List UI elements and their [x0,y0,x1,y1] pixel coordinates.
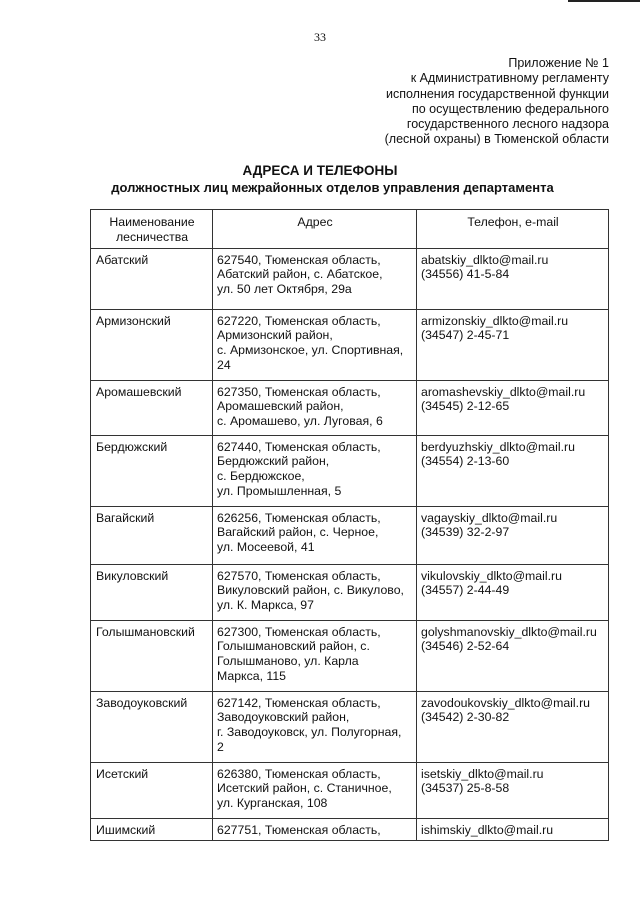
table-header-row [91,210,609,249]
table-row [91,309,609,380]
address-line: Маркса, 115 [217,668,287,683]
table-row [91,564,609,620]
address-line: 626256, Тюменская область, [217,510,381,525]
phone: (34557) 2-44-49 [421,583,510,598]
address-line: с. Бердюжское, [217,469,305,484]
address-line: 24 [217,357,231,372]
phone: (34547) 2-45-71 [421,328,510,343]
table-row [91,380,609,435]
address-line: Голышманово, ул. Карла [217,654,359,669]
table-row [91,435,609,506]
contact-cell [417,818,609,841]
address-line: Абатский район, с. Абатское, [217,267,383,282]
table-row [91,506,609,564]
document-title: АДРЕСА И ТЕЛЕФОНЫ [242,163,398,178]
address-line: г. Заводоуковск, ул. Полугорная, [217,725,402,740]
phone: (34545) 2-12-65 [421,399,510,414]
address-line: ул. 50 лет Октября, 29а [217,282,352,297]
address-cell [213,380,417,435]
contact-cell [417,248,609,309]
forestry-name: Ишимский [91,818,213,841]
address-line: 627440, Тюменская область, [217,439,381,454]
forestry-name: Абатский [91,248,213,309]
appendix-note [309,56,609,148]
address-line: с. Аромашево, ул. Луговая, 6 [217,414,383,429]
address-cell [213,248,417,309]
address-line: Викуловский район, с. Викулово, [217,583,404,598]
page-number: 33 [314,30,326,44]
scan-corner-line [568,0,640,2]
table-row [91,620,609,691]
address-line: 627570, Тюменская область, [217,568,381,583]
forestry-name: Заводоуковский [91,691,213,762]
phone: (34556) 41-5-84 [421,267,510,282]
appendix-line: Приложение № 1 [508,56,609,70]
address-cell [213,309,417,380]
address-line: Аромашевский район, [217,399,344,414]
table-row [91,248,609,309]
phone: (34539) 32-2-97 [421,525,510,540]
contact-cell [417,564,609,620]
header-line: Адрес [297,215,333,229]
appendix-line: (лесной охраны) в Тюменской области [384,132,609,147]
address-cell [213,818,417,841]
email: vikulovskiy_dlkto@mail.ru [421,568,562,583]
phone: (34542) 2-30-82 [421,710,510,725]
address-cell [213,691,417,762]
header-line: Наименование [109,215,195,229]
address-line: Армизонский район, [217,328,333,343]
forestry-name: Бердюжский [91,435,213,506]
address-line: Исетский район, с. Станичное, [217,781,392,796]
email: isetskiy_dlkto@mail.ru [421,766,544,781]
address-line: 626380, Тюменская область, [217,766,381,781]
contacts-table [90,209,609,841]
email: golyshmanovskiy_dlkto@mail.ru [421,624,597,639]
address-line: Заводоуковский район, [217,710,350,725]
phone: (34554) 2-13-60 [421,454,510,469]
table-row [91,762,609,818]
forestry-name: Викуловский [91,564,213,620]
appendix-line: к Административному регламенту [410,71,609,86]
table-row [91,691,609,762]
contact-cell [417,380,609,435]
address-line: с. Армизонское, ул. Спортивная, [217,343,404,358]
header-forestry-name [91,210,213,249]
address-line: 627350, Тюменская область, [217,384,381,399]
email: vagayskiy_dlkto@mail.ru [421,510,558,525]
address-line: Бердюжский район, [217,454,330,469]
address-cell [213,762,417,818]
header-line: Телефон, e-mail [467,215,559,229]
address-line: ул. К. Маркса, 97 [217,598,314,613]
appendix-line: по осуществлению федерального [411,101,609,116]
address-line: 627300, Тюменская область, [217,624,381,639]
appendix-line: государственного лесного надзора [406,117,609,132]
contact-cell [417,620,609,691]
document-subtitle: должностных лиц межрайонных отделов управления департамента [111,180,554,195]
address-line: Вагайский район, с. Черное, [217,525,379,540]
address-line: 627142, Тюменская область, [217,695,381,710]
email: zavodoukovskiy_dlkto@mail.ru [421,695,590,710]
email: abatskiy_dlkto@mail.ru [421,252,549,267]
phone: (34546) 2-52-64 [421,639,510,654]
address-cell [213,564,417,620]
contact-cell [417,691,609,762]
header-line: лесничества [115,229,189,244]
contact-cell [417,762,609,818]
forestry-name: Аромашевский [91,380,213,435]
address-line: 627540, Тюменская область, [217,252,381,267]
address-line: 2 [217,739,224,754]
email: aromashevskiy_dlkto@mail.ru [421,384,586,399]
phone: (34537) 25-8-58 [421,781,510,796]
forestry-name: Голышмановский [91,620,213,691]
contact-cell [417,506,609,564]
address-line: ул. Курганская, 108 [217,796,328,811]
email: berdyuzhskiy_dlkto@mail.ru [421,439,575,454]
email: ishimskiy_dlkto@mail.ru [421,822,554,837]
address-line: 627751, Тюменская область, [217,822,381,837]
address-line: ул. Мосеевой, 41 [217,540,315,555]
address-cell [213,620,417,691]
address-cell [213,435,417,506]
contact-cell [417,309,609,380]
address-line: Голышмановский район, с. [217,639,370,654]
address-cell [213,506,417,564]
header-address [213,210,417,249]
header-contact [417,210,609,249]
forestry-name: Исетский [91,762,213,818]
address-line: 627220, Тюменская область, [217,313,381,328]
forestry-name: Армизонский [91,309,213,380]
forestry-name: Вагайский [91,506,213,564]
contact-cell [417,435,609,506]
email: armizonskiy_dlkto@mail.ru [421,313,569,328]
address-line: ул. Промышленная, 5 [217,483,342,498]
appendix-line: исполнения государственной функции [385,86,609,101]
table-row [91,818,609,841]
